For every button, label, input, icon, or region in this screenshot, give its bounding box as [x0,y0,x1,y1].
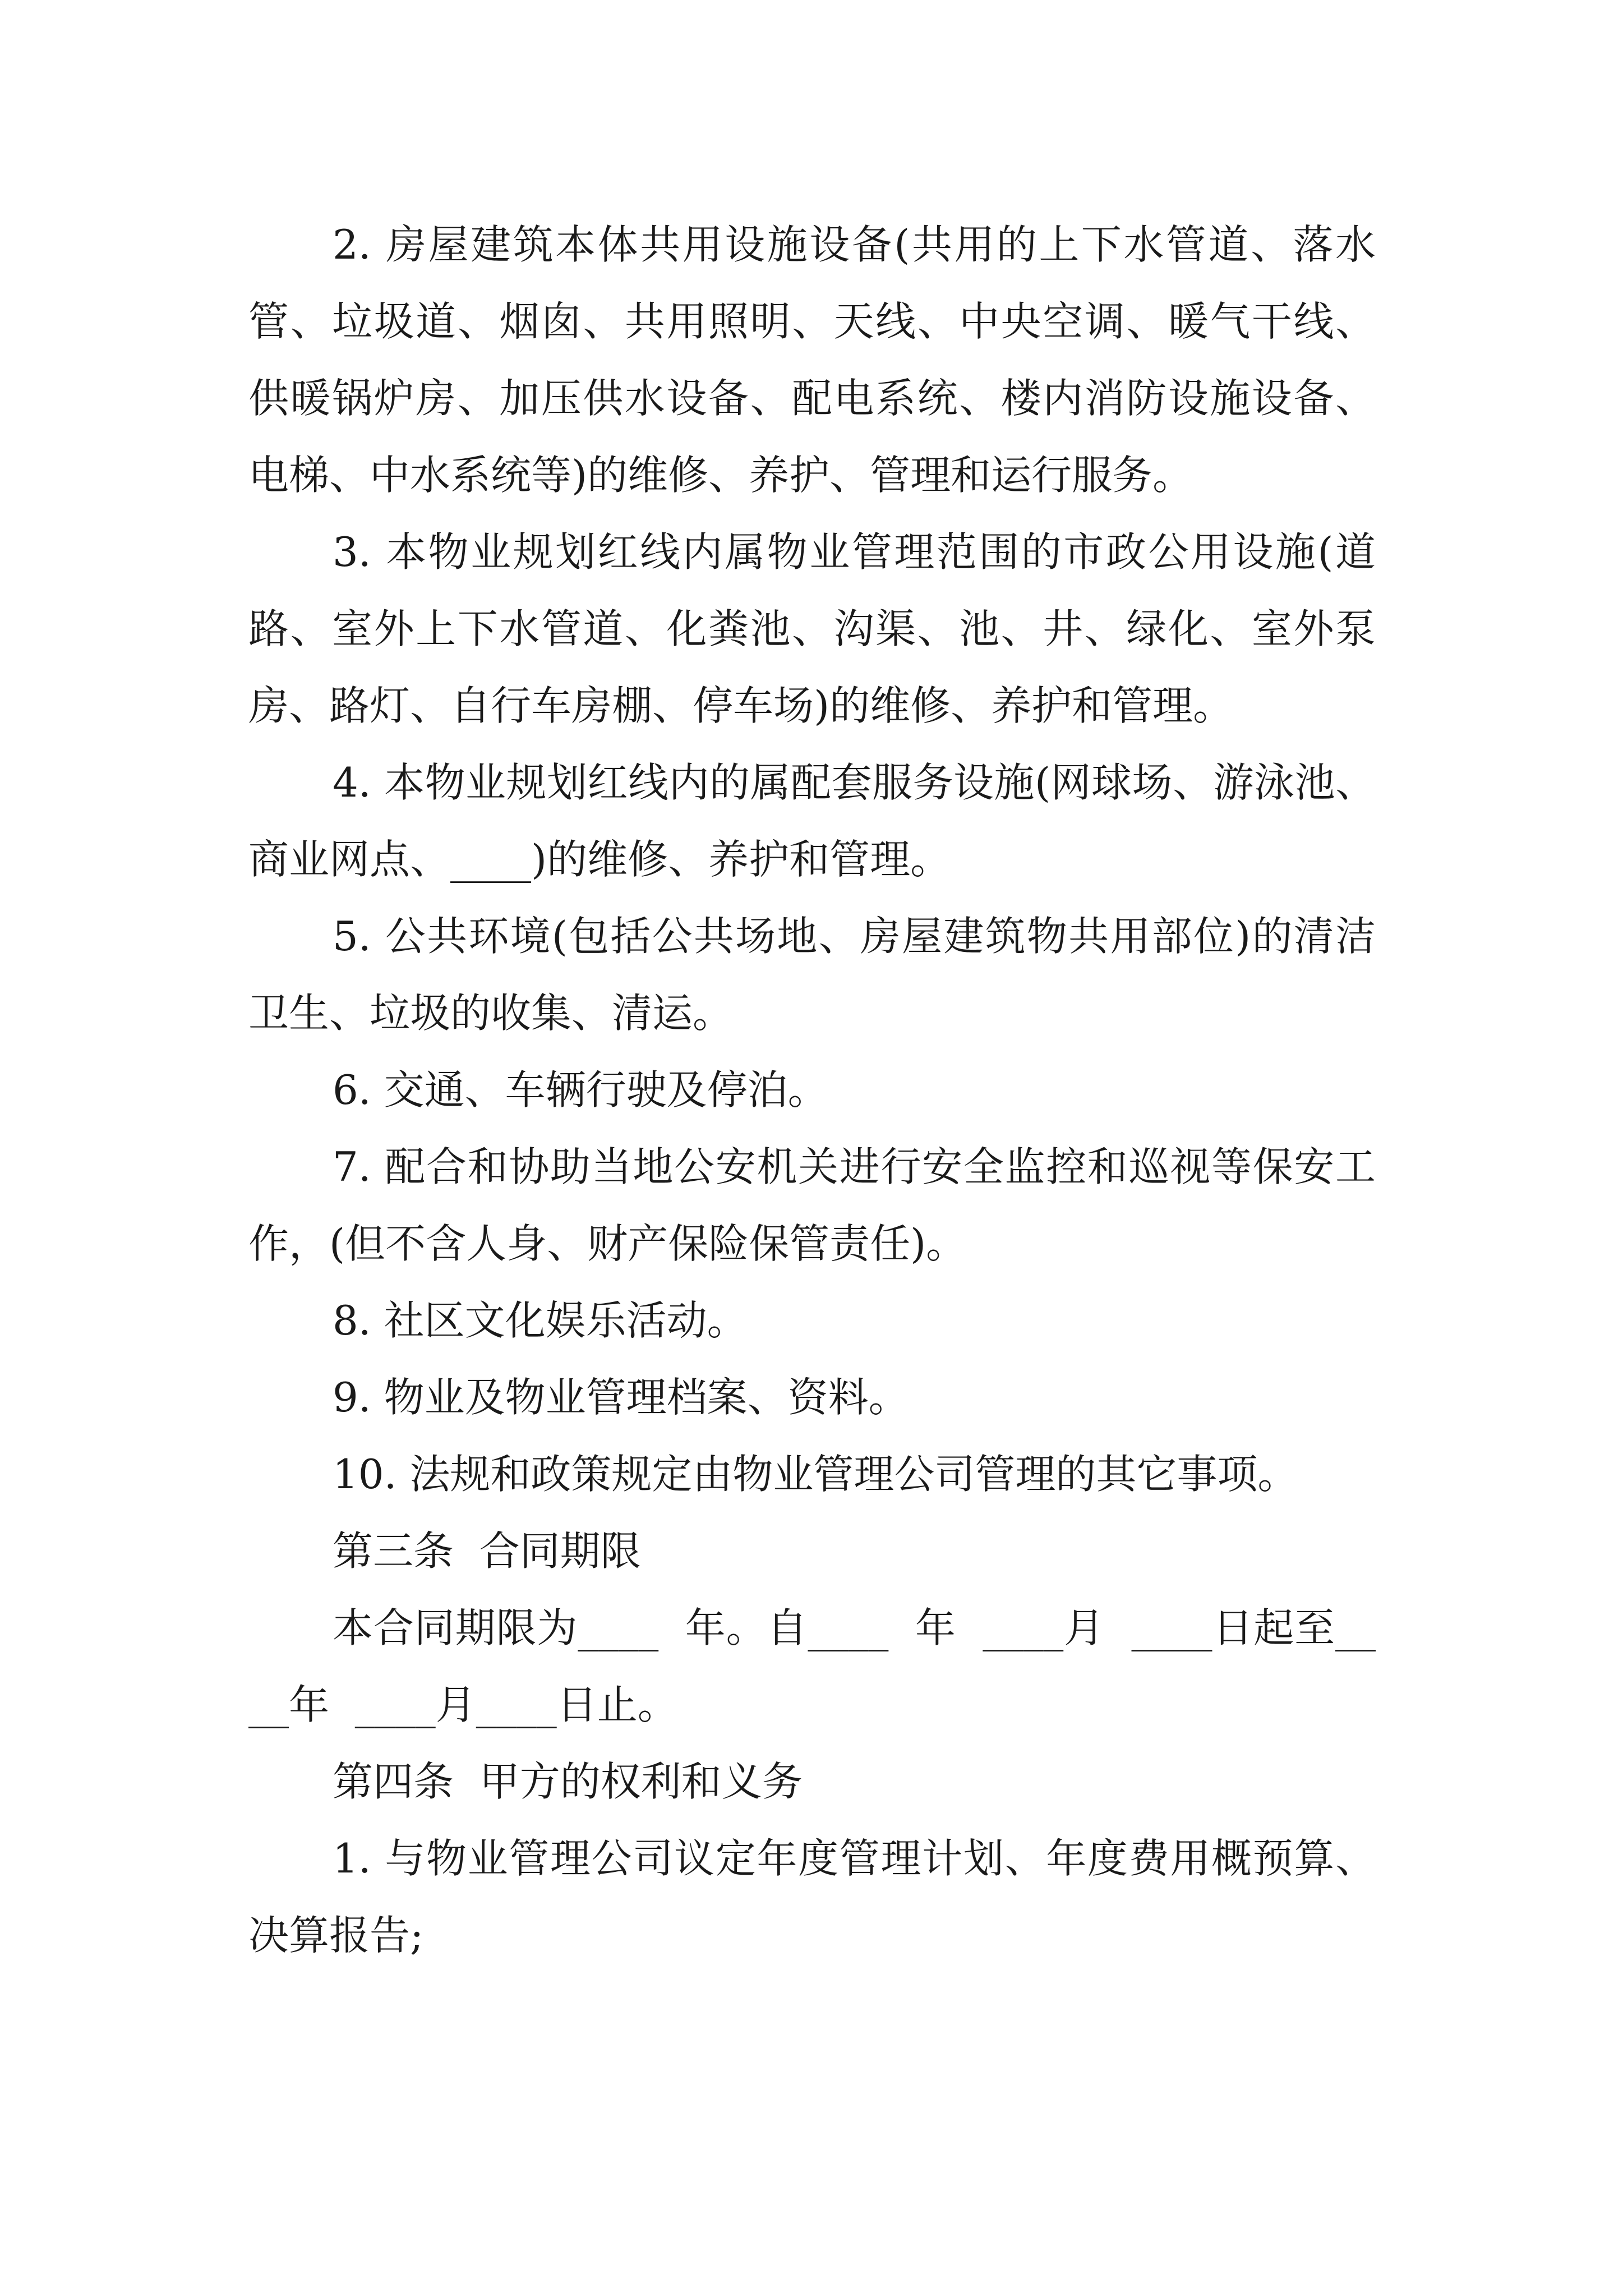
article-3-heading: 第三条 合同期限 [333,1527,641,1575]
clause-item-10: 10. 法规和政策规定由物业管理公司管理的其它事项。 [333,1451,1298,1498]
clause-item-8: 8. 社区文化娱乐活动。 [333,1297,748,1344]
clause-item-6: 6. 交通、车辆行驶及停泊。 [333,1066,828,1114]
contract-term-text: 本合同期限为____ 年。自____ 年 ____月 ____日起至____年 ____月____日止。 [248,1604,1376,1728]
document-body [248,206,1376,1974]
clause-item-4: 4. 本物业规划红线内的属配套服务设施(网球场、游泳池、商业网点、____)的维修、养护和管理。 [248,759,1376,883]
clause-item-3: 3. 本物业规划红线内属物业管理范围的市政公用设施(道路、室外上下水管道、化粪池、沟渠、池、井、绿化、室外泵房、路灯、自行车房棚、停车场)的维修、养护和管理。 [248,528,1376,729]
clause-item-9: 9. 物业及物业管理档案、资料。 [333,1374,909,1421]
party-a-item-1: 1. 与物业管理公司议定年度管理计划、年度费用概预算、决算报告; [248,1835,1376,1959]
article-4-heading: 第四条 甲方的权利和义务 [333,1758,803,1805]
clause-item-5: 5. 公共环境(包括公共场地、房屋建筑物共用部位)的清洁卫生、垃圾的收集、清运。 [248,913,1376,1037]
clause-item-7: 7. 配合和协助当地公安机关进行安全监控和巡视等保安工作，(但不含人身、财产保险保管责任)。 [248,1143,1376,1267]
clause-item-2: 2. 房屋建筑本体共用设施设备(共用的上下水管道、落水管、垃圾道、烟囱、共用照明、天线、中央空调、暖气干线、供暖锅炉房、加压供水设备、配电系统、楼内消防设施设备、电梯、中水系统等)的维修、养护、管理和运行服务。 [248,221,1376,499]
